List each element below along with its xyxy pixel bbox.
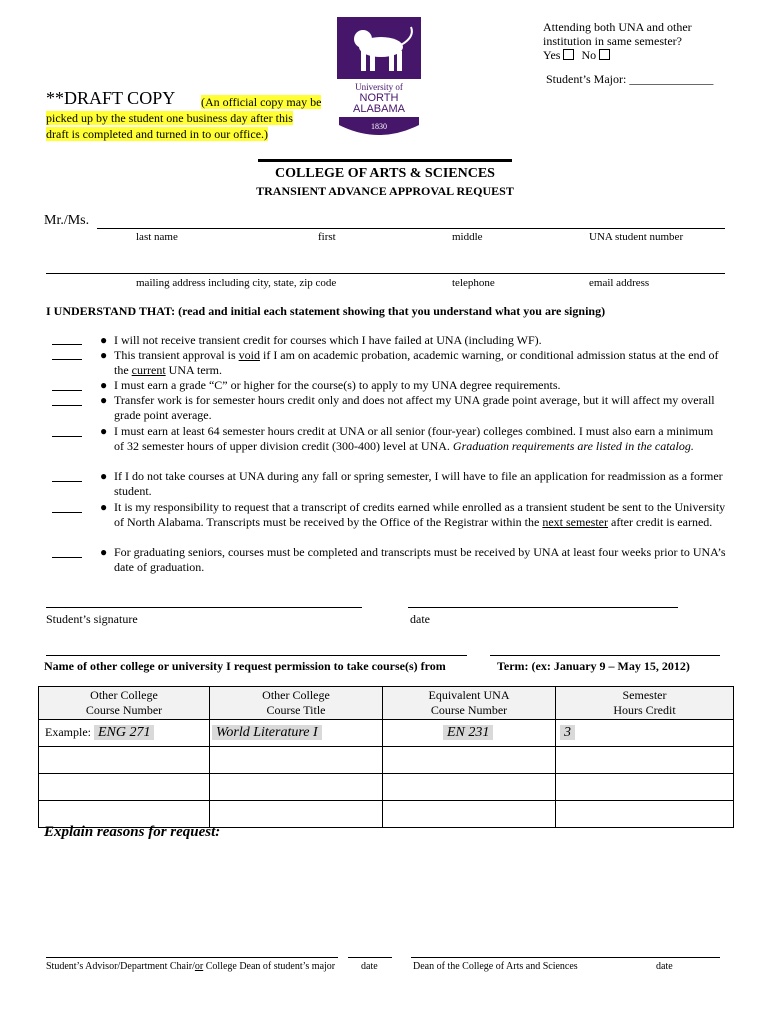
table-cell[interactable] bbox=[556, 801, 734, 828]
mr-ms-label: Mr./Ms. bbox=[44, 213, 90, 228]
no-checkbox[interactable] bbox=[599, 49, 610, 60]
table-cell[interactable] bbox=[556, 774, 734, 801]
student-signature-label: Student’s signature bbox=[46, 612, 138, 626]
table-row bbox=[39, 747, 734, 774]
table-cell[interactable] bbox=[383, 774, 556, 801]
table-cell[interactable] bbox=[210, 801, 383, 828]
form-title: TRANSIENT ADVANCE APPROVAL REQUEST bbox=[256, 184, 514, 198]
table-cell[interactable] bbox=[39, 774, 210, 801]
example-course-number: ENG 271 bbox=[94, 725, 155, 740]
bullet-icon: ● bbox=[100, 378, 108, 392]
table-cell[interactable] bbox=[210, 747, 383, 774]
table-cell[interactable] bbox=[210, 774, 383, 801]
statement-8: For graduating seniors, courses must be completed and transcripts must be received by UNA at least four weeks prior to UNA’s date of graduation. bbox=[114, 545, 726, 574]
logo-text-north: NORTH bbox=[359, 92, 399, 104]
dean-date-label: date bbox=[656, 961, 673, 972]
term-label: Term: (ex: January 9 – May 15, 2012) bbox=[497, 659, 690, 673]
attending-line-2: institution in same semester? bbox=[543, 34, 682, 48]
last-name-label: last name bbox=[136, 231, 178, 243]
example-title-cell bbox=[210, 720, 383, 747]
una-number-label: UNA student number bbox=[589, 231, 684, 243]
table-row bbox=[39, 774, 734, 801]
initial-blank-6[interactable] bbox=[52, 481, 82, 482]
statement-6: If I do not take courses at UNA during any fall or spring semester, I will have to file an application for readmission as a former student. bbox=[114, 469, 723, 498]
yes-checkbox[interactable] bbox=[563, 49, 574, 60]
example-una-number: EN 231 bbox=[443, 725, 493, 740]
draft-note-1 bbox=[201, 93, 321, 111]
statement-3: I must earn a grade “C” or higher for the course(s) to apply to my UNA degree requirements. bbox=[114, 378, 561, 392]
example-course-title: World Literature I bbox=[212, 725, 322, 740]
example-hours-cell bbox=[556, 720, 734, 747]
logo-year: 1830 bbox=[371, 122, 387, 131]
advisor-date-field[interactable] bbox=[348, 957, 392, 958]
title-divider bbox=[258, 159, 512, 162]
other-college-field[interactable] bbox=[46, 655, 467, 656]
understand-heading: I UNDERSTAND THAT: (read and initial each statement showing that you understand what you are signing) bbox=[46, 304, 606, 318]
explain-heading: Explain reasons for request: bbox=[44, 824, 221, 840]
una-logo bbox=[337, 17, 421, 141]
table-row bbox=[39, 720, 734, 747]
bullet-icon: ● bbox=[100, 500, 108, 514]
table-cell[interactable] bbox=[556, 747, 734, 774]
term-field[interactable] bbox=[490, 655, 720, 656]
table-header-row bbox=[39, 687, 734, 720]
yes-no-row bbox=[543, 48, 743, 62]
example-number-cell: Example: ENG 271 bbox=[39, 720, 210, 747]
statement-5: I must earn at least 64 semester hours credit at UNA or all senior (four-year) colleges combined. I must also earn a minimum of 32 semester hours of upper division credit (300-400) level at UNA. Graduation requirements are listed in the catalog. bbox=[114, 424, 714, 453]
address-field[interactable] bbox=[46, 273, 725, 274]
dean-signature-field[interactable] bbox=[411, 957, 720, 958]
header-semester-hours: Semester Hours Credit bbox=[556, 687, 734, 720]
draft-title: **DRAFT COPY bbox=[46, 88, 176, 108]
statement-7: It is my responsibility to request that a transcript of credits earned while enrolled as a transient student be sent to the University of North Alabama. Transcripts must be received by the Office of the Registrar within the next semester after credit is earned. bbox=[114, 500, 726, 529]
header-una-course-number: Equivalent UNA Course Number bbox=[383, 687, 556, 720]
draft-note-2 bbox=[46, 110, 316, 142]
initial-blank-3[interactable] bbox=[52, 390, 82, 391]
signature-date-field[interactable] bbox=[408, 607, 678, 608]
bullet-icon: ● bbox=[100, 545, 108, 559]
draft-note-text-1: (An official copy may be bbox=[201, 95, 322, 109]
advisor-signature-label: Student’s Advisor/Department Chair/or College Dean of student’s major bbox=[46, 961, 336, 972]
draft-note-text-2: picked up by the student one business day after this bbox=[46, 111, 293, 125]
header-other-course-title: Other College Course Title bbox=[210, 687, 383, 720]
logo-text-alabama: ALABAMA bbox=[353, 103, 405, 115]
college-title: COLLEGE OF ARTS & SCIENCES bbox=[275, 166, 495, 181]
courses-table bbox=[38, 686, 734, 828]
attending-line-1: Attending both UNA and other bbox=[543, 20, 692, 34]
other-college-label: Name of other college or university I request permission to take course(s) from bbox=[44, 659, 446, 673]
first-name-label: first bbox=[318, 231, 336, 243]
middle-name-label: middle bbox=[452, 231, 483, 243]
dean-signature-label: Dean of the College of Arts and Sciences bbox=[413, 961, 578, 972]
example-una-cell bbox=[383, 720, 556, 747]
no-label: No bbox=[581, 48, 597, 62]
bullet-icon: ● bbox=[100, 424, 108, 438]
table-cell[interactable] bbox=[39, 747, 210, 774]
initial-blank-2[interactable] bbox=[52, 359, 82, 360]
bullet-icon: ● bbox=[100, 348, 108, 362]
bullet-icon: ● bbox=[100, 469, 108, 483]
initial-blank-7[interactable] bbox=[52, 512, 82, 513]
email-label: email address bbox=[589, 277, 650, 289]
initial-blank-4[interactable] bbox=[52, 405, 82, 406]
initial-blank-5[interactable] bbox=[52, 436, 82, 437]
attending-question bbox=[543, 20, 743, 62]
name-field[interactable] bbox=[97, 228, 725, 229]
advisor-date-label: date bbox=[361, 961, 378, 972]
explain-area[interactable] bbox=[46, 850, 726, 950]
mailing-address-label: mailing address including city, state, zip code bbox=[136, 277, 337, 289]
example-hours: 3 bbox=[560, 725, 575, 740]
table-cell[interactable] bbox=[383, 747, 556, 774]
telephone-label: telephone bbox=[452, 277, 495, 289]
initial-blank-8[interactable] bbox=[52, 557, 82, 558]
bullet-icon: ● bbox=[100, 333, 108, 347]
statement-2: This transient approval is void if I am on academic probation, academic warning, or conditional admission status at the end of the current UNA term. bbox=[114, 348, 719, 377]
initial-blank-1[interactable] bbox=[52, 344, 82, 345]
statement-1: I will not receive transient credit for courses which I have failed at UNA (including WF). bbox=[114, 333, 542, 347]
yes-label: Yes bbox=[543, 48, 561, 62]
student-major-field[interactable]: Student’s Major: ______________ bbox=[546, 72, 714, 86]
logo-text-university: University of bbox=[355, 82, 403, 92]
statement-4: Transfer work is for semester hours credit only and does not affect my UNA grade point average, but it will affect my overall grade point average. bbox=[114, 393, 715, 422]
draft-note-text-3: draft is completed and turned in to our office.) bbox=[46, 127, 269, 141]
advisor-signature-field[interactable] bbox=[46, 957, 338, 958]
bullet-icon: ● bbox=[100, 393, 108, 407]
student-signature-field[interactable] bbox=[46, 607, 362, 608]
table-cell[interactable] bbox=[383, 801, 556, 828]
signature-date-label: date bbox=[410, 612, 430, 626]
header-other-course-number: Other College Course Number bbox=[39, 687, 210, 720]
